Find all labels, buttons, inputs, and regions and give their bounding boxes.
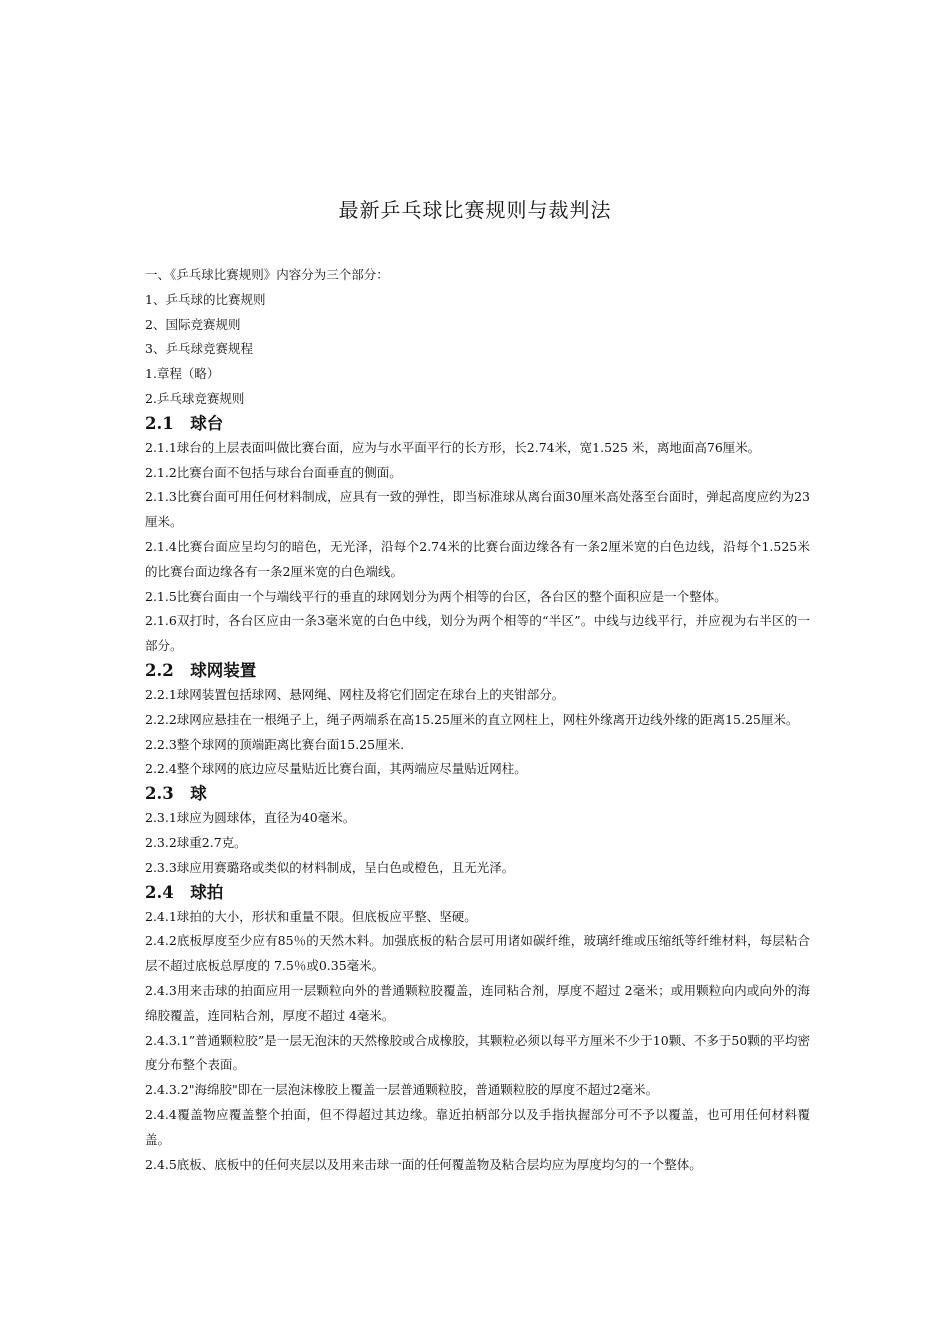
paragraph: 2.4.4覆盖物应覆盖整个拍面，但不得超过其边缘。靠近拍柄部分以及手指执握部分可不予以覆盖，也可用任何材料覆盖。: [145, 1106, 810, 1147]
paragraph: 2.2.2球网应悬挂在一根绳子上，绳子两端系在高15.25厘米的直立网柱上，网柱外缘离开边线外缘的距离15.25厘米。: [145, 711, 799, 727]
paragraph: 2.3.2球重2.7克。: [145, 834, 247, 850]
paragraph: 2.1.6双打时，各台区应由一条3毫米宽的白色中线，划分为两个相等的“半区”。中线与边线平行，并应视为右半区的一部分。: [145, 613, 810, 654]
intro-line: 1.章程（略）: [145, 366, 220, 382]
intro-line: 1、乒乓球的比赛规则: [145, 291, 266, 307]
section-heading-net-assembly: 2.2 球网装置: [145, 660, 257, 680]
paragraph: 2.2.4整个球网的底边应尽量贴近比赛台面，其两端应尽量贴近网柱。: [145, 761, 527, 777]
paragraph: 2.4.5底板、底板中的任何夹层以及用来击球一面的任何覆盖物及粘合层均应为厚度均匀的一个整体。: [145, 1156, 702, 1172]
paragraph: 2.1.1球台的上层表面叫做比赛台面，应为与水平面平行的长方形，长2.74米，宽1.525 米，离地面高76厘米。: [145, 439, 761, 455]
intro-line: 3、乒乓球竞赛规程: [145, 341, 253, 357]
paragraph: 2.1.4比赛台面应呈均匀的暗色，无光泽，沿每个2.74米的比赛台面边缘各有一条2厘米宽的白色边线，沿每个1.525米的比赛台面边缘各有一条2厘米宽的白色端线。: [145, 538, 810, 579]
document-body: [145, 263, 810, 1177]
intro-line: 一、《乒乓球比赛规则》内容分为三个部分：: [145, 267, 389, 282]
document-title: 最新乒乓球比赛规则与裁判法: [338, 198, 612, 222]
paragraph: 2.1.3比赛台面可用任何材料制成，应具有一致的弹性，即当标准球从离台面30厘米高处落至台面时，弹起高度应约为23厘米。: [145, 489, 810, 530]
section-heading-ball: 2.3 球: [145, 784, 207, 804]
paragraph: 2.4.2底板厚度至少应有85％的天然木料。加强底板的粘合层可用诸如碳纤维，玻璃纤维或压缩纸等纤维材料，每层粘合层不超过底板总厚度的 7.5％或0.35毫米。: [145, 933, 810, 974]
paragraph: 2.3.1球应为圆球体，直径为40毫米。: [145, 810, 356, 826]
paragraph: 2.4.3.1”普通颗粒胶”是一层无泡沫的天然橡胶或合成橡胶，其颗粒必须以每平方厘米不少于10颗、不多于50颗的平均密度分布整个表面。: [145, 1032, 810, 1073]
paragraph: 2.2.1球网装置包括球网、悬网绳、网柱及将它们固定在球台上的夹钳部分。: [145, 686, 565, 702]
paragraph: 2.3.3球应用赛璐珞或类似的材料制成，呈白色或橙色，且无光泽。: [145, 859, 515, 875]
paragraph: 2.4.3.2"海绵胶"即在一层泡沫橡胶上覆盖一层普通颗粒胶，普通颗粒胶的厚度不超过2毫米。: [145, 1082, 659, 1098]
section-heading-table: 2.1 球台: [145, 413, 224, 433]
intro-line: 2、国际竞赛规则: [145, 316, 241, 332]
paragraph: 2.2.3整个球网的顶端距离比赛台面15.25厘米.: [145, 736, 405, 752]
paragraph: 2.4.1球拍的大小，形状和重量不限。但底板应平整、坚硬。: [145, 908, 477, 924]
paragraph: 2.1.5比赛台面由一个与端线平行的垂直的球网划分为两个相等的台区，各台区的整个面积应是一个整体。: [145, 588, 727, 604]
intro-line: 2.乒乓球竞赛规则: [145, 390, 245, 406]
section-heading-racket: 2.4 球拍: [145, 882, 224, 902]
paragraph: 2.4.3用来击球的拍面应用一层颗粒向外的普通颗粒胶覆盖，连同粘合剂，厚度不超过 2毫米；或用颗粒向内或向外的海绵胶覆盖，连同粘合剂，厚度不超过 4毫米。: [145, 982, 810, 1023]
paragraph: 2.1.2比赛台面不包括与球台台面垂直的侧面。: [145, 464, 402, 480]
